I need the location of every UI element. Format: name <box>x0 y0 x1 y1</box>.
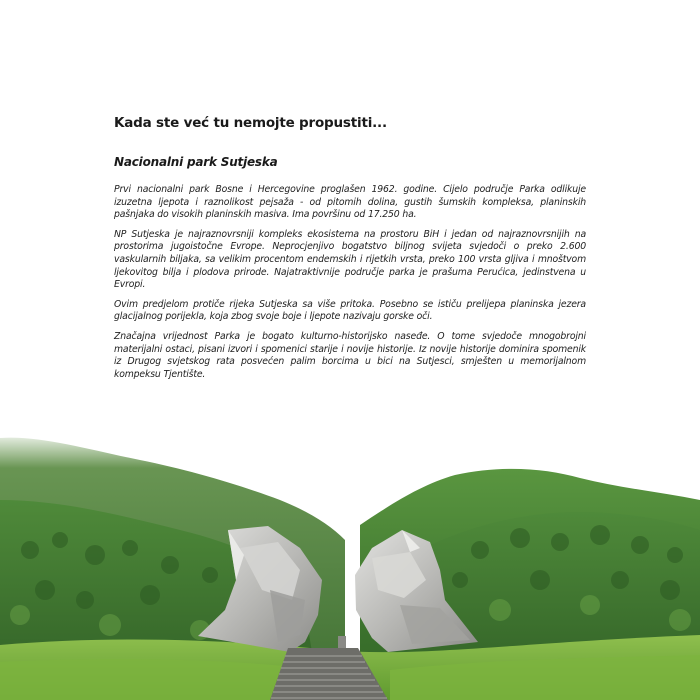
paragraph-heritage: Značajna vrijednost Parka je bogato kulturno-historijsko naseđe. O tome svjedoče mnogobrojni materijalni ostaci, pisani izvori i spomenici starije i novije historije. Iz novije historije dominira spomenik iz Drugog svjetskog rata posvećen palim borcima u bici na Sutjesci, smješten u memorijalnom kompeksu Tjentište. <box>114 330 586 380</box>
body-text <box>114 184 586 388</box>
section-title: Nacionalni park Sutjeska <box>114 155 278 169</box>
paragraph-intro: Prvi nacionalni park Bosne i Hercegovine proglašen 1962. godine. Cijelo područje Parka odlikuje izuzetna ljepota i raznolikost pejsaža - od pitomih dolina, gustih šumskih kompleksa, planinskih pašnjaka do visokih planinskih masiva. Ima površinu od 17.250 ha. <box>114 184 586 221</box>
page-heading: Kada ste već tu nemojte propustiti... <box>114 115 387 131</box>
paragraph-ecosystem: NP Sutjeska je najraznovrsniji kompleks ekosistema na prostoru BiH i jedan od najraznovrsnijih na prostorima jugoistočne Evrope. Neprocjenjivo bogatstvo biljnog svijeta svjedoči o preko 2.600 vaskularnih biljaka, sa velikim procentom endemskih i rijetkih vrsta, preko 100 vrsta gljiva i mnoštvom ljekovitog bilja i plodova prirode. Najatraktivnije područje parka je prašuma Perućica, jedinstvena u Evropi. <box>114 228 586 291</box>
paragraph-river: Ovim predjelom protiče rijeka Sutjeska sa više pritoka. Posebno se ističu prelijepa planinska jezera glacijalnog porijekla, koja zbog svoje boje i ljepote nazivaju gorske oči. <box>114 298 586 323</box>
sutjeska-monument-photo <box>0 430 700 700</box>
